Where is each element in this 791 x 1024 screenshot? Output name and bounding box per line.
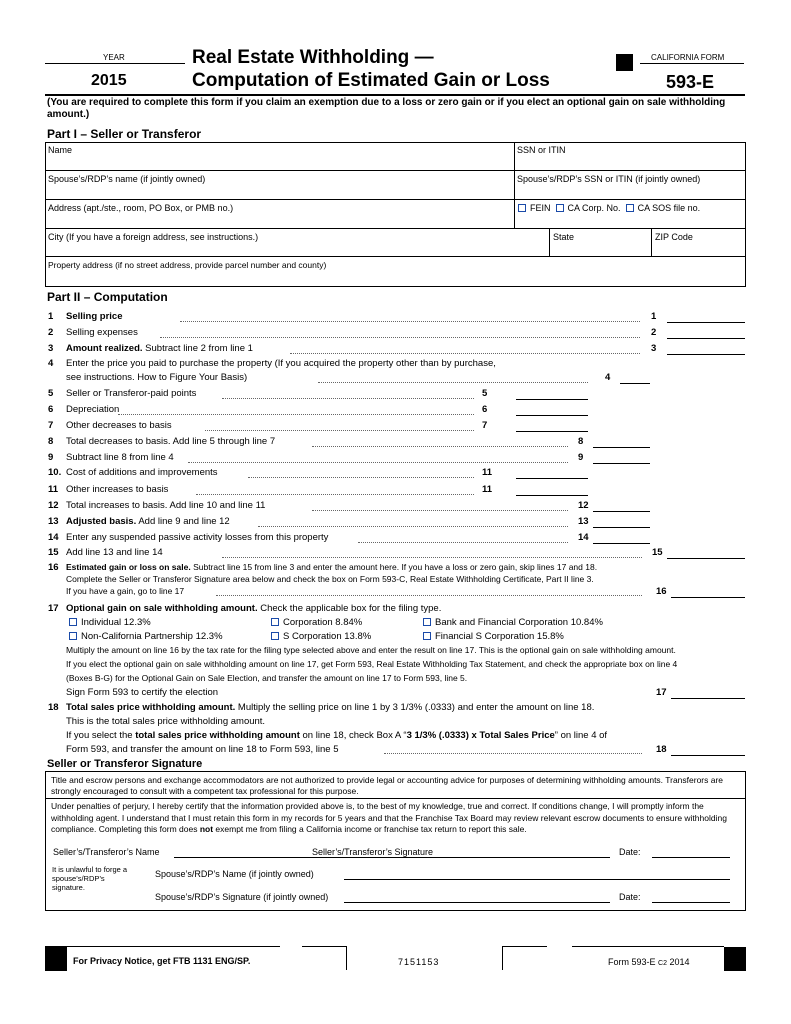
line11-label: Other increases to basis bbox=[66, 484, 169, 495]
line2-label: Selling expenses bbox=[66, 327, 138, 338]
corporation-option[interactable]: Corporation 8.84% bbox=[271, 617, 362, 629]
seller-date-label: Date: bbox=[619, 847, 641, 857]
line18-input[interactable] bbox=[671, 755, 745, 756]
individual-option[interactable]: Individual 12.3% bbox=[69, 617, 151, 629]
line17-label: Optional gain on sale withholding amount. Check the applicable box for the filing type. bbox=[66, 603, 442, 614]
line3-input[interactable] bbox=[667, 354, 745, 355]
line4-label: Enter the price you paid to purchase the property (If you acquired the property other than by purchase, bbox=[66, 358, 496, 369]
address-field[interactable]: Address (apt./ste., room, PO Box, or PMB no.) bbox=[48, 203, 234, 213]
line8-label: Total decreases to basis. Add line 5 through line 7 bbox=[66, 436, 276, 447]
spouse-signature-label: Spouse’s/RDP’s Signature (if jointly owned) bbox=[155, 892, 329, 902]
corporation-checkbox[interactable] bbox=[271, 618, 279, 626]
bank-financial-option[interactable]: Bank and Financial Corporation 10.84% bbox=[423, 617, 603, 629]
line13-label: Adjusted basis. Add line 9 and line 12 bbox=[66, 516, 230, 527]
line14-label: Enter any suspended passive activity losses from this property bbox=[66, 532, 329, 543]
zip-field[interactable]: ZIP Code bbox=[655, 232, 693, 242]
spouse-date-input[interactable] bbox=[652, 902, 730, 903]
line6-label: Depreciation bbox=[66, 404, 120, 415]
line5-input[interactable] bbox=[516, 399, 588, 400]
seller-name-label: Seller’s/Transferor’s Name bbox=[53, 847, 160, 857]
spouse-name-input[interactable] bbox=[344, 879, 730, 880]
line15-input[interactable] bbox=[667, 558, 745, 559]
line1-input[interactable] bbox=[667, 322, 745, 323]
line17-instr-4: Sign Form 593 to certify the election bbox=[66, 687, 219, 698]
part1-title: Part I – Seller or Transferor bbox=[47, 127, 202, 141]
line4-input[interactable] bbox=[620, 383, 650, 384]
form-title-line1: Real Estate Withholding — bbox=[192, 47, 434, 68]
line17-input[interactable] bbox=[671, 698, 745, 699]
line10-label: Cost of additions and improvements bbox=[66, 467, 218, 478]
spouse-ssn-field[interactable]: Spouse’s/RDP’s SSN or ITIN (if jointly owned) bbox=[517, 174, 701, 184]
forgery-warning: It is unlawful to forge a spouse’s/RDP’s signature. bbox=[52, 865, 128, 892]
line14-input[interactable] bbox=[593, 543, 650, 544]
registration-mark bbox=[616, 54, 633, 71]
year-label: YEAR bbox=[103, 53, 125, 62]
line12-input[interactable] bbox=[593, 511, 650, 512]
line15-label: Add line 13 and line 14 bbox=[66, 547, 163, 558]
city-field[interactable]: City (If you have a foreign address, see instructions.) bbox=[48, 232, 259, 242]
ca-corp-checkbox[interactable] bbox=[556, 204, 564, 212]
ssn-field[interactable]: SSN or ITIN bbox=[517, 145, 566, 155]
line3-label: Amount realized. Subtract line 2 from line 1 bbox=[66, 343, 253, 354]
privacy-notice: For Privacy Notice, get FTB 1131 ENG/SP. bbox=[73, 956, 251, 966]
line16-label-2: Complete the Seller or Transferor Signature area below and check the box on Form 593-C, Real Estate Withholding Certificate, Part II line 3. bbox=[66, 574, 594, 584]
individual-checkbox[interactable] bbox=[69, 618, 77, 626]
intro-text: (You are required to complete this form if you claim an exemption due to a loss or zero gain or if you elect an optional gain on sale withholding amount.) bbox=[47, 97, 726, 120]
spouse-name-field[interactable]: Spouse’s/RDP’s name (if jointly owned) bbox=[48, 174, 206, 184]
line7-input[interactable] bbox=[516, 431, 588, 432]
name-field[interactable]: Name bbox=[48, 145, 73, 155]
line12-label: Total increases to basis. Add line 10 and line 11 bbox=[66, 500, 266, 511]
form-id-footer: Form 593-E C2 2014 bbox=[608, 957, 690, 967]
spouse-name-label: Spouse’s/RDP’s Name (if jointly owned) bbox=[155, 869, 314, 879]
noncal-partnership-checkbox[interactable] bbox=[69, 632, 77, 640]
line4-label-2: see instructions. How to Figure Your Basis) bbox=[66, 372, 248, 383]
form-label-rule bbox=[640, 63, 744, 64]
line17-instr-3: (Boxes B-G) for the Optional Gain on Sale Election, and transfer the amount on line 17 to Form 593, line 5. bbox=[66, 673, 468, 683]
footer-left-mark bbox=[45, 947, 67, 971]
property-address-field[interactable]: Property address (if no street address, provide parcel number and county) bbox=[48, 260, 327, 270]
ca-sos-checkbox[interactable] bbox=[626, 204, 634, 212]
perjury-statement: Under penalties of perjury, I hereby certify that the information provided above is, to the best of my knowledge, true and correct. If conditions change, I will promptly inform the withholding agent. I understand that I must retain this form in my records for 5 years and that the Franchise Tax Board may review relevant escrow documents to ensure withholding compliance. Completing this form does not exempt me from filing a California income or franchise tax return to report this sale. bbox=[51, 801, 727, 834]
signature-section-title: Seller or Transferor Signature bbox=[47, 758, 203, 770]
part2-title: Part II – Computation bbox=[47, 290, 168, 304]
line5-label: Seller or Transferor-paid points bbox=[66, 388, 197, 399]
line9-label: Subtract line 8 from line 4 bbox=[66, 452, 174, 463]
header-rule bbox=[45, 94, 745, 96]
financial-s-checkbox[interactable] bbox=[423, 632, 431, 640]
seller-signature-label: Seller’s/Transferor’s Signature bbox=[312, 847, 434, 857]
s-corporation-checkbox[interactable] bbox=[271, 632, 279, 640]
spouse-signature-line[interactable] bbox=[344, 902, 610, 903]
line18-instr-3: Form 593, and transfer the amount on line 18 to Form 593, line 5 bbox=[66, 744, 339, 755]
noncal-partnership-option[interactable]: Non-California Partnership 12.3% bbox=[69, 631, 223, 643]
state-field[interactable]: State bbox=[553, 232, 575, 242]
tax-year: 2015 bbox=[91, 72, 127, 89]
footer-right-mark bbox=[724, 947, 746, 971]
form-number: 593-E bbox=[666, 72, 715, 92]
line9-input[interactable] bbox=[593, 463, 650, 464]
line11-input[interactable] bbox=[516, 495, 588, 496]
form-title-line2: Computation of Estimated Gain or Loss bbox=[192, 70, 550, 91]
spouse-date-label: Date: bbox=[619, 892, 641, 902]
line18-instr-1: This is the total sales price withholding amount. bbox=[66, 716, 266, 727]
seller-date-input[interactable] bbox=[652, 857, 730, 858]
line18-label: Total sales price withholding amount. Multiply the selling price on line 1 by 3 1/3% (.0333) and enter the amount on line 18. bbox=[66, 702, 595, 713]
s-corporation-option[interactable]: S Corporation 13.8% bbox=[271, 631, 371, 643]
fein-checkbox[interactable] bbox=[518, 204, 526, 212]
line17-instr-2: If you elect the optional gain on sale withholding amount on line 17, get Form 593, Real Estate Withholding Tax Statement, and check the appropriate box on line 4 bbox=[66, 659, 678, 669]
year-rule bbox=[45, 63, 185, 64]
form-code: 7151153 bbox=[398, 957, 440, 967]
line13-input[interactable] bbox=[593, 527, 650, 528]
advice-notice: Title and escrow persons and exchange accommodators are not authorized to provide legal or accounting advice for purposes of determining withholding amounts. Transferors are strongly encouraged to consult with a competent tax professional for this purpose. bbox=[51, 775, 724, 796]
line6-input[interactable] bbox=[516, 415, 588, 416]
line10-input[interactable] bbox=[516, 478, 588, 479]
financial-s-option[interactable]: Financial S Corporation 15.8% bbox=[423, 631, 564, 643]
line7-label: Other decreases to basis bbox=[66, 420, 172, 431]
line8-input[interactable] bbox=[593, 447, 650, 448]
seller-signature-line[interactable] bbox=[174, 857, 610, 858]
line1-label: Selling price bbox=[66, 311, 123, 322]
line17-instr-1: Multiply the amount on line 16 by the tax rate for the filing type selected above and enter the result on line 17. This is the optional gain on sale withholding amount. bbox=[66, 645, 676, 655]
line16-label-3: If you have a gain, go to line 17 bbox=[66, 586, 185, 596]
line16-label: Estimated gain or loss on sale. Subtract line 15 from line 3 and enter the amount here. If you have a loss or zero gain, skip lines 17 and 18. bbox=[66, 562, 598, 572]
form-label: CALIFORNIA FORM bbox=[651, 53, 725, 62]
id-type-options: FEIN CA Corp. No. CA SOS file no. bbox=[518, 202, 700, 214]
line16-input[interactable] bbox=[671, 597, 745, 598]
line2-input[interactable] bbox=[667, 338, 745, 339]
line18-instr-2: If you select the total sales price withholding amount on line 18, check Box A “3 1/3% (.0333) x Total Sales Price” on line 4 of bbox=[66, 730, 608, 741]
bank-financial-checkbox[interactable] bbox=[423, 618, 431, 626]
